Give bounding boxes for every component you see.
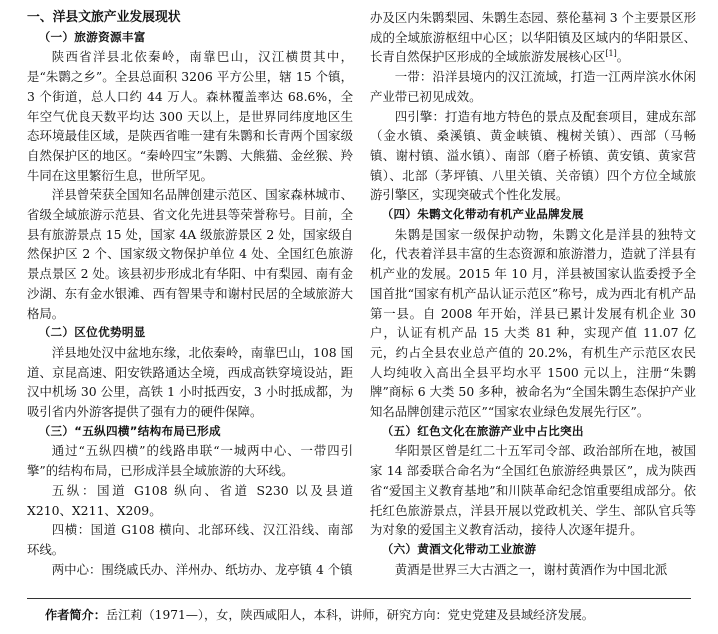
paragraph: 五纵：国道 G108 纵向、省道 S230 以及县道 X210、X211、X209。 bbox=[27, 482, 353, 518]
subsection-heading-wine: （六）黄酒文化带动工业旅游 bbox=[381, 541, 537, 556]
paragraph-end: 。 bbox=[616, 49, 630, 65]
subsection-heading-resources: （一）旅游资源丰富 bbox=[38, 29, 146, 44]
paragraph: 四横：国道 G108 横向、北部环线、汉江沿线、南部环线。 bbox=[27, 522, 353, 557]
paragraph: 通过“五纵四横”的线路串联“一城两中心、一带四引擎”的结构布局，已形成洋县全域旅游的大环线。 bbox=[27, 443, 353, 479]
two-column-body bbox=[27, 8, 696, 598]
paragraph-text: 办及区内朱鹮梨园、朱鹮生态园、蔡伦墓祠 3 个主要景区形成的全域旅游枢纽中心区；以华阳镇及区域内的华阳景区、长青自然保护区形成的全域旅游发展核心区 bbox=[370, 10, 696, 65]
author-footnote bbox=[45, 606, 594, 623]
paragraph: 黄酒是世界三大古酒之一，谢村黄酒作为中国北派 bbox=[394, 561, 668, 577]
paragraph: 洋县曾荣获全国知名品牌创建示范区、国家森林城市、省级全域旅游示范县、省文化先进县等荣誉称号。目前，全县有旅游景点 15 处，国家 4A 级旅游景区 2 处，国家级自然保护区 2 个、国家级文物保护单位 4 处、全国红色旅游景点景区 2 处。该县初步形成北有华阳、中有梨园、南有金沙湖、东有金水银滩、西有智果寺和谢村民居的全域旅游大格局。 bbox=[27, 187, 353, 321]
paragraph: 陕西省洋县北依秦岭，南靠巴山，汉江横贯其中，是“朱鹮之乡”。全县总面积 3206 平方公里，辖 15 个镇，3 个街道，总人口约 44 万人。森林覆盖率达 68.6%，全年空气优良天数平均达 300 天以上，是世界同纬度地区生态环境最佳区域，是陕西省唯一建有朱鹮和长青两个国家级自然保护区的地区。“秦岭四宝”朱鹮、大熊猫、金丝猴、羚牛同在这里繁衍生息，世所罕见。 bbox=[27, 49, 353, 183]
paragraph: 华阳景区曾是红二十五军司令部、政治部所在地，被国家 14 部委联合命名为“全国红色旅游经典景区”，成为陕西省“爱国主义教育基地”和川陕革命纪念馆重要组成部分。依托红色旅游景点，洋县开展以党政机关、学生、部队官兵等为对象的爱国主义教育活动，接待人次逐年提升。 bbox=[370, 443, 696, 538]
paragraph-continued bbox=[370, 8, 696, 67]
author-footnote-text: 岳江莉（1971—），女，陕西咸阳人，本科，讲师，研究方向：党史党建及县域经济发展。 bbox=[105, 608, 594, 622]
paragraph: 一带：沿洋县境内的汉江流域，打造一江两岸滨水休闲产业带已初见成效。 bbox=[370, 69, 696, 104]
paragraph: 四引擎：打造有地方特色的景点及配套项目，建成东部（金水镇、桑溪镇、黄金峡镇、槐树关镇）、西部（马畅镇、谢村镇、溢水镇）、南部（磨子桥镇、黄安镇、黄家营镇）、北部（茅坪镇、八里关镇、关帝镇）四个方位全域旅游引擎区，实现突破式个性化发展。 bbox=[370, 108, 696, 203]
section-heading: 一、洋县文旅产业发展现状 bbox=[27, 10, 181, 25]
right-column bbox=[370, 8, 696, 598]
paragraph: 两中心：围绕戚氏办、洋州办、纸坊办、龙亭镇 4 个镇 bbox=[51, 561, 353, 577]
citation-marker[interactable]: [1] bbox=[605, 49, 617, 59]
author-footnote-label: 作者简介： bbox=[45, 608, 106, 622]
footnote-rule bbox=[27, 598, 691, 599]
subsection-heading-layout: （三）“五纵四横”结构布局已形成 bbox=[38, 423, 221, 438]
subsection-heading-location: （二）区位优势明显 bbox=[38, 325, 146, 340]
subsection-heading-brand: （四）朱鹮文化带动有机产业品牌发展 bbox=[381, 207, 584, 222]
paragraph: 洋县地处汉中盆地东缘，北依秦岭，南靠巴山，108 国道、京昆高速、阳安铁路通达全境，西成高铁穿境设站，距汉中机场 30 公里，高铁 1 小时抵西安，3 小时抵成都，为吸引省内外游客提供了强有力的硬件保障。 bbox=[27, 344, 353, 420]
left-column bbox=[27, 8, 353, 598]
subsection-heading-red-culture: （五）红色文化在旅游产业中占比突出 bbox=[381, 423, 584, 438]
paragraph: 朱鹮是国家一级保护动物，朱鹮文化是洋县的独特文化，代表着洋县丰富的生态资源和旅游潜力，造就了洋县有机产业的发展。2015 年 10 月，洋县被国家认监委授予全国首批“国家有机产品认证示范区”称号，成为西北有机产品第一县。自 2008 年开始，洋县已累计发展有机企业 30 户，认证有机产品 15 大类 81 种，实现产值 11.07 亿元，约占全县农业总产值的 20.2%，有机生产示范区农民人均纯收入高出全县平均水平 1500 元以上，注册“朱鹮牌”商标 6 大类 50 多种，被命名为“全国朱鹮生态保护产业知名品牌创建示范区”“国家农业绿色发展先行区”。 bbox=[370, 226, 696, 420]
